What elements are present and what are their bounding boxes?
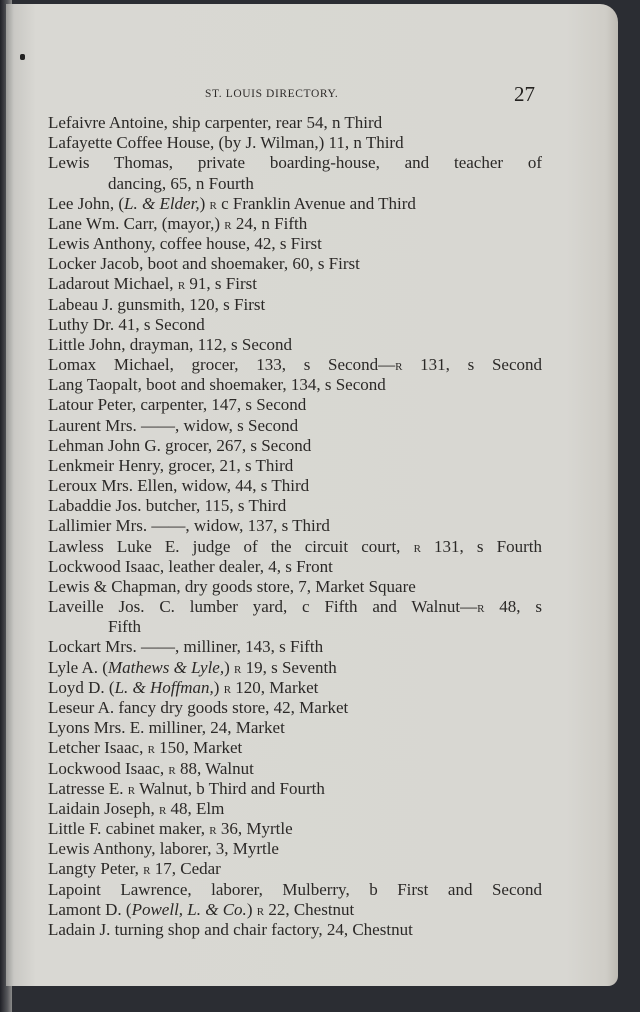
entry-text: Laidain Joseph, [48, 798, 159, 818]
residence-abbrev: R [158, 804, 167, 817]
directory-entry [48, 637, 542, 657]
residence-abbrev: R [209, 199, 217, 212]
directory-entry [48, 355, 542, 375]
entry-text: 19, s Seventh [241, 657, 337, 677]
residence-abbrev: R [223, 683, 232, 696]
directory-entry [48, 113, 542, 133]
entry-text: Little John, drayman, 112, s Second [48, 334, 292, 354]
directory-entry [48, 859, 542, 879]
residence-abbrev: R [143, 865, 151, 878]
ink-spot [20, 54, 25, 60]
entry-text: 22, Chestnut [264, 899, 355, 919]
directory-entry [48, 194, 542, 214]
entry-text: Loyd D. ( [48, 677, 115, 697]
residence-abbrev: R [256, 905, 265, 918]
entry-text: 48, s [484, 597, 542, 617]
entry-text: 48, Elm [166, 798, 225, 818]
entry-text: Labeau J. gunsmith, 120, s First [48, 294, 266, 314]
residence-abbrev: R [147, 744, 155, 757]
entry-text: ) [246, 899, 257, 919]
page-number: 27 [514, 82, 535, 106]
directory-entry [48, 819, 542, 839]
entry-text: Lallimier Mrs. ——, widow, 137, s Third [48, 516, 330, 536]
entry-text: Labaddie Jos. butcher, 115, s Third [48, 496, 287, 516]
entry-text: Lawless Luke E. judge of the circuit court, [48, 536, 414, 556]
entry-text: 36, Myrtle [216, 819, 293, 839]
directory-entry [48, 577, 542, 597]
entry-text: 150, Market [154, 738, 243, 758]
entry-text: Locker Jacob, boot and shoemaker, 60, s First [48, 254, 360, 274]
directory-entry [48, 759, 542, 779]
entry-text: 88, Walnut [175, 758, 254, 778]
entry-text: Lyle A. ( [48, 657, 108, 677]
directory-entry [48, 658, 542, 678]
firm-name: L. & Hoffman, [114, 677, 214, 697]
entry-text: Lewis & Chapman, dry goods store, 7, Market Square [48, 576, 416, 596]
entry-text: ) [224, 657, 235, 677]
directory-entry [48, 234, 542, 254]
entry-text: c Franklin Avenue and Third [216, 193, 416, 213]
running-header: ST. LOUIS DIRECTORY. [205, 88, 339, 100]
entry-text: ) [199, 193, 210, 213]
directory-entry [48, 335, 542, 355]
entry-text: Lehman John G. grocer, 267, s Second [48, 435, 312, 455]
entry-continuation-line [48, 174, 542, 194]
entry-text: Latour Peter, carpenter, 147, s Second [48, 395, 307, 415]
directory-entry [48, 295, 542, 315]
directory-entry [48, 516, 542, 536]
entry-text: ) [213, 677, 224, 697]
entry-text: Ladain J. turning shop and chair factory, 24, Chestnut [48, 919, 413, 939]
directory-entry [48, 557, 542, 577]
residence-abbrev: R [224, 219, 232, 232]
entry-text: Lenkmeir Henry, grocer, 21, s Third [48, 455, 294, 475]
residence-abbrev: R [168, 764, 176, 777]
entry-text: Leseur A. fancy dry goods store, 42, Market [48, 697, 349, 717]
directory-entry [48, 738, 542, 758]
entry-text: Lockwood Isaac, [48, 758, 169, 778]
residence-abbrev: R [209, 825, 217, 838]
directory-entry [48, 476, 542, 496]
firm-name: Mathews & Lyle, [107, 657, 225, 677]
entry-text: Lang Taopalt, boot and shoemaker, 134, s Second [48, 375, 386, 395]
entry-text: Lewis Anthony, laborer, 3, Myrtle [48, 839, 279, 859]
directory-entry [48, 496, 542, 516]
entry-text: Lamont D. ( [48, 899, 132, 919]
entry-text: 17, Cedar [150, 859, 221, 879]
entry-text: Lefaivre Antoine, ship carpenter, rear 54, n Third [48, 113, 383, 132]
entry-text: Letcher Isaac, [48, 738, 148, 758]
directory-entry [48, 597, 542, 617]
residence-abbrev: R [395, 361, 403, 374]
entry-text: Lockwood Isaac, leather dealer, 4, s Front [48, 556, 333, 576]
directory-entry [48, 678, 542, 698]
entry-text: Lafayette Coffee House, (by J. Wilman,) 11, n Third [48, 133, 404, 153]
directory-entry [48, 537, 542, 557]
directory-entry [48, 254, 542, 274]
directory-entry [48, 274, 542, 294]
directory-entry [48, 133, 542, 153]
directory-entry [48, 315, 542, 335]
residence-abbrev: R [177, 280, 186, 293]
entry-text: Laveille Jos. C. lumber yard, c Fifth and Walnut— [48, 597, 478, 617]
directory-entry [48, 779, 542, 799]
entry-text: Luthy Dr. 41, s Second [48, 314, 205, 334]
entry-text: 120, Market [231, 677, 319, 697]
entry-text: Latresse E. [48, 778, 128, 798]
firm-name: Powell, L. & Co. [131, 899, 247, 919]
entry-text: Leroux Mrs. Ellen, widow, 44, s Third [48, 476, 310, 496]
directory-entry [48, 456, 542, 476]
entry-text: Lyons Mrs. E. milliner, 24, Market [48, 718, 285, 738]
residence-abbrev: R [234, 663, 242, 676]
entry-text: Ladarout Michael, [48, 274, 178, 294]
residence-abbrev: R [477, 603, 485, 616]
entry-continuation-line [48, 617, 542, 637]
entry-text: Walnut, b Third and Fourth [135, 778, 325, 798]
entry-text: Little F. cabinet maker, [48, 819, 210, 839]
directory-entry [48, 375, 542, 395]
entry-text: 91, s First [185, 274, 257, 294]
entry-text: dancing, 65, n Fourth [108, 173, 254, 193]
directory-entry [48, 395, 542, 415]
entry-text: Lewis Anthony, coffee house, 42, s First [48, 234, 322, 254]
entry-text: Lockart Mrs. ——, milliner, 143, s Fifth [48, 637, 324, 657]
directory-entry [48, 153, 542, 173]
residence-abbrev: R [127, 784, 136, 797]
entry-text: Lomax Michael, grocer, 133, s Second— [48, 355, 396, 375]
entry-text: Lane Wm. Carr, (mayor,) [48, 213, 225, 233]
directory-entry [48, 839, 542, 859]
residence-abbrev: R [413, 542, 421, 555]
directory-entry [48, 880, 542, 900]
directory-entries [48, 113, 542, 940]
entry-text: Lewis Thomas, private boarding-house, and teacher of [48, 153, 542, 173]
entry-text: 131, s Fourth [420, 536, 542, 556]
directory-entry [48, 900, 542, 920]
entry-text: 131, s Second [402, 355, 542, 375]
firm-name: L. & Elder, [124, 193, 200, 213]
entry-text: Langty Peter, [48, 859, 144, 879]
entry-text: Fifth [108, 617, 142, 637]
directory-entry [48, 416, 542, 436]
entry-text: Laurent Mrs. ——, widow, s Second [48, 415, 299, 435]
entry-text: Lapoint Lawrence, laborer, Mulberry, b First and Second [48, 879, 542, 899]
directory-entry [48, 698, 542, 718]
directory-entry [48, 920, 542, 940]
directory-entry [48, 214, 542, 234]
entry-text: 24, n Fifth [231, 213, 308, 233]
directory-entry [48, 436, 542, 456]
directory-entry [48, 718, 542, 738]
directory-entry [48, 799, 542, 819]
entry-text: Lee John, ( [48, 193, 125, 213]
